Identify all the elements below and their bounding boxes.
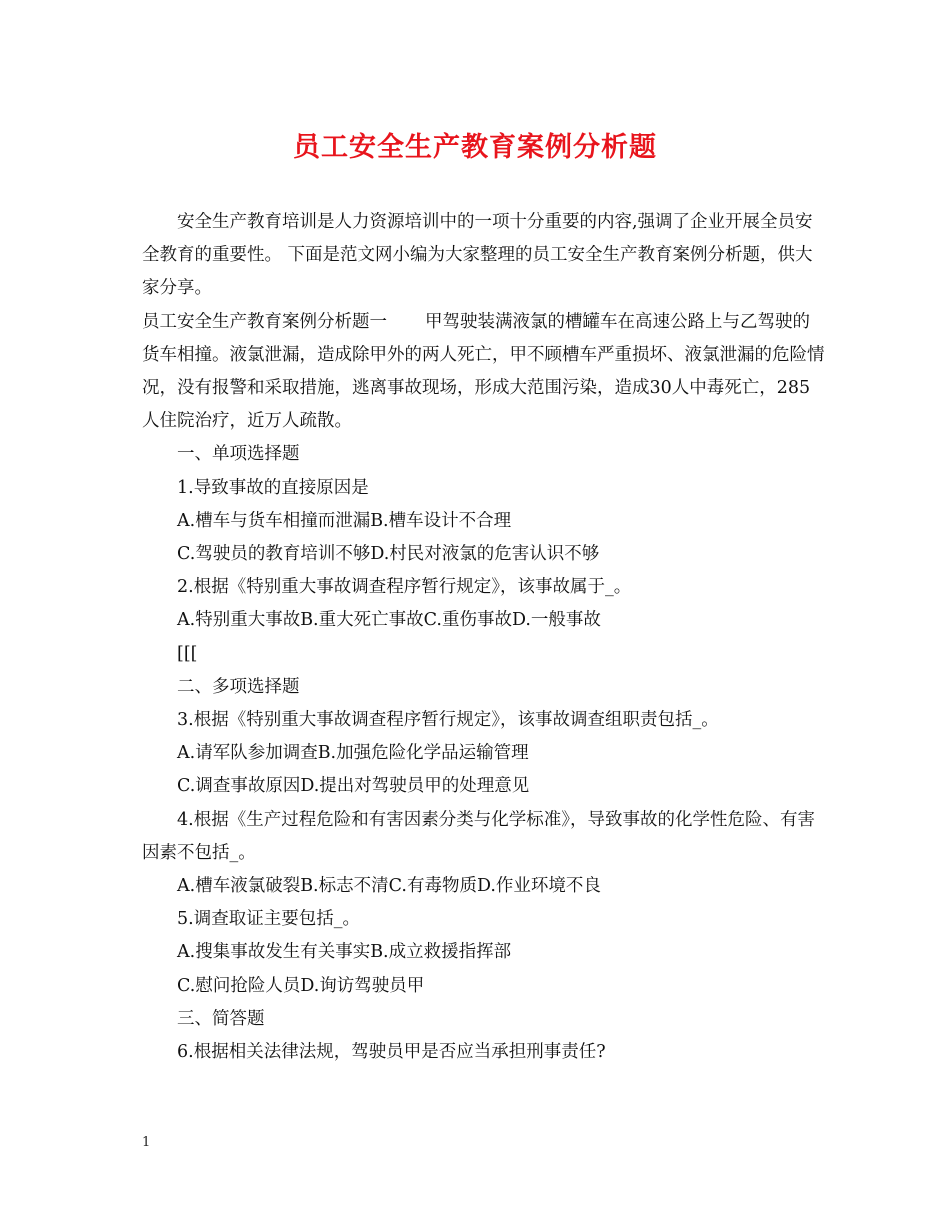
question-1-options-ab: A.槽车与货车相撞而泄漏B.槽车设计不合理: [177, 510, 512, 531]
page-number: 1: [142, 1135, 151, 1150]
case-paragraph: [142, 306, 826, 439]
bracket-artifact: [[[: [177, 643, 198, 664]
question-3-options-ab: A.请军队参加调查B.加强危险化学品运输管理: [177, 743, 529, 764]
question-4: 4.根据《生产过程危险和有害因素分类与化学标准》，导致事故的化学性危险、有害因素不包括_。: [142, 809, 815, 863]
case-heading: 员工安全生产教育案例分析题一: [142, 311, 387, 332]
question-1: 1.导致事故的直接原因是: [177, 477, 369, 498]
question-2: 2.根据《特别重大事故调查程序暂行规定》，该事故属于_。: [177, 577, 632, 598]
section-heading-multiple-choice: 二、多项选择题: [177, 676, 300, 697]
intro-paragraph: 安全生产教育培训是人力资源培训中的一项十分重要的内容,强调了企业开展全员安全教育的重要性。 下面是范文网小编为大家整理的员工安全生产教育案例分析题，供大家分享。: [142, 212, 813, 299]
document-body: [142, 206, 826, 1069]
section-heading-short-answer: 三、简答题: [177, 1008, 265, 1029]
question-2-options: A.特别重大事故B.重大死亡事故C.重伤事故D.一般事故: [177, 610, 601, 631]
question-4-options: A.槽车液氯破裂B.标志不清C.有毒物质D.作业环境不良: [177, 876, 601, 897]
question-5: 5.调查取证主要包括_。: [177, 909, 360, 930]
question-3-options-cd: C.调查事故原因D.提出对驾驶员甲的处理意见: [177, 776, 530, 797]
question-5-options-cd: C.慰问抢险人员D.询访驾驶员甲: [177, 975, 425, 996]
question-6: 6.根据相关法律法规，驾驶员甲是否应当承担刑事责任?: [177, 1042, 606, 1063]
question-1-options-cd: C.驾驶员的教育培训不够D.村民对液氯的危害认识不够: [177, 544, 600, 565]
section-heading-single-choice: 一、单项选择题: [177, 444, 300, 465]
question-5-options-ab: A.搜集事故发生有关事实B.成立救援指挥部: [177, 942, 512, 963]
case-text: 甲驾驶装满液氯的槽罐车在高速公路上与乙驾驶的货车相撞。液氯泄漏，造成除甲外的两人死亡，甲不顾槽车严重损坏、液氯泄漏的危险情况，没有报警和采取措施，逃离事故现场，形成大范围污染，造成30人中毒死亡，285人住院治疗，近万人疏散。: [142, 311, 825, 432]
document-title: 员工安全生产教育案例分析题: [293, 132, 657, 163]
question-3: 3.根据《特别重大事故调查程序暂行规定》，该事故调查组职责包括_。: [177, 710, 719, 731]
